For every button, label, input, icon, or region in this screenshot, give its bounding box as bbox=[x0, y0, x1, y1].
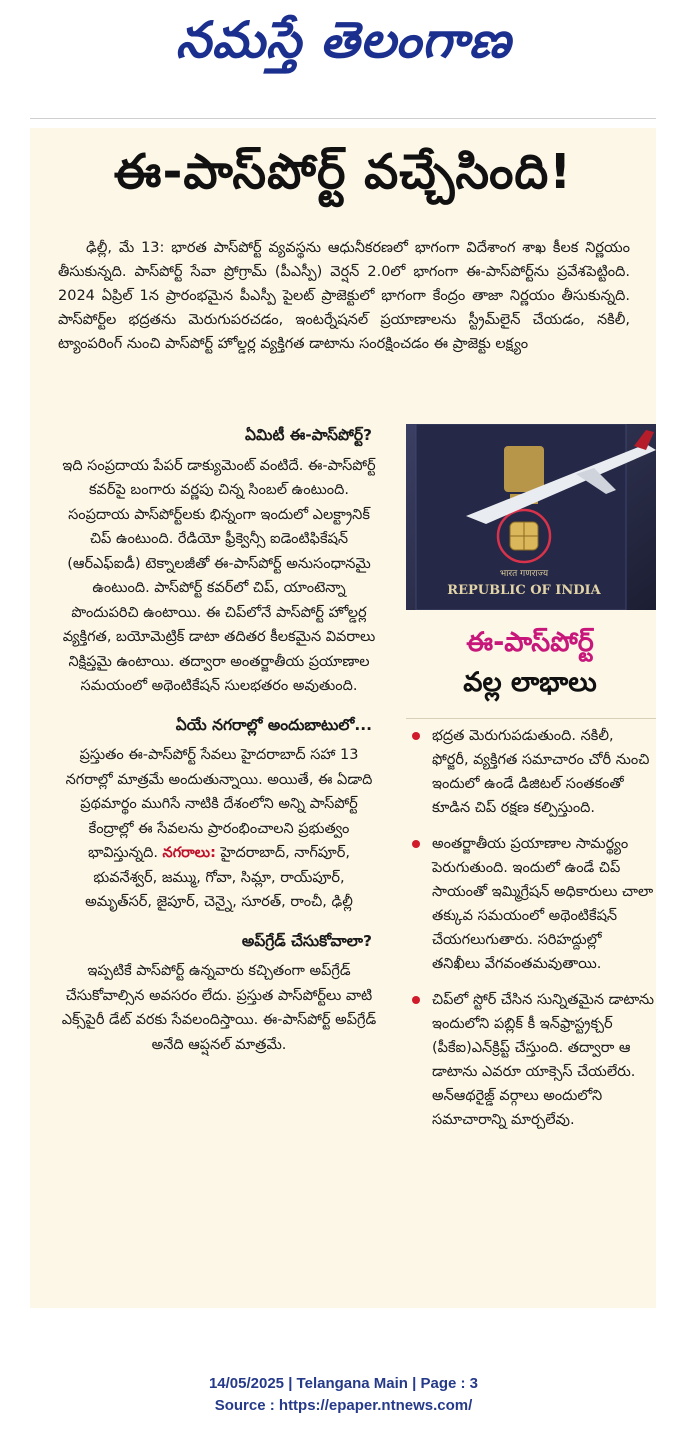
passport-photo bbox=[406, 424, 656, 610]
divider bbox=[406, 718, 656, 719]
bullet-icon bbox=[412, 996, 420, 1004]
bullet-icon bbox=[412, 840, 420, 848]
benefits-list bbox=[406, 724, 654, 1144]
benefits-heading bbox=[414, 623, 646, 703]
passport-image-icon bbox=[406, 424, 656, 610]
benefit-text: అంతర్జాతీయ ప్రయాణాల సామర్థ్యం పెరుగుతుంది. ఇందులో ఉండే చిప్ సాయంతో ఇమ్మిగ్రేషన్ అధికారులు చాలా తక్కువ సమయంలో అథెంటికేషన్ చేయగలుగుతారు. సరిహద్దుల్లో తనిఖీలు వేగవంతమవుతాయి. bbox=[432, 836, 654, 972]
emblem-text: भारत गणराज्य bbox=[499, 569, 549, 579]
list-item bbox=[406, 988, 654, 1132]
newspaper-title: నమస్తే తెలంగాణ bbox=[175, 10, 512, 69]
article-lead bbox=[58, 236, 630, 356]
left-column bbox=[60, 423, 378, 1071]
section-heading-upgrade: అప్‌గ్రేడ్ చేసుకోవాలా? bbox=[241, 931, 372, 950]
lead-paragraph: ఢిల్లీ, మే 13: భారత పాస్‌పోర్ట్ వ్యవస్థను ఆధునీకరణలో భాగంగా విదేశాంగ శాఖ కీలక నిర్ణయం తీసుకున్నది. పాస్‌పోర్ట్ సేవా ప్రోగ్రామ్ (పీఎస్పీ) వెర్షన్ 2.0లో భాగంగా ఈ-పాస్‌పోర్ట్‌ను ప్రవేశపెట్టింది. 2024 ఏప్రిల్ 1న ప్రారంభమైన పీఎస్పీ పైలట్ ప్రాజెక్టులో భాగంగా కేంద్రం తాజా నిర్ణయం తీసుకున్నది. పాస్‌పోర్ట్‌ల భద్రతను మెరుగుపరచడం, ఇంటర్నేషనల్ ప్రయాణాలను స్ట్రీమ్‌లైన్ చేయడం, నకిలీ, ట్యాంపరింగ్ నుంచి పాస్‌పోర్ట్ హోల్డర్ల వ్యక్తిగత డాటాను సంరక్షించడం ఈ ప్రాజెక్టు లక్ష్యం bbox=[58, 240, 630, 352]
benefit-text: చిప్‌లో స్టోర్ చేసిన సున్నితమైన డాటాను ఇందులోని పబ్లిక్ కీ ఇన్‌ఫ్రాస్ట్రక్చర్ (పీకేఐ)ఎన్‌క్రిప్ట్ చేస్తుంది. తద్వారా ఆ డాటాను ఎవరూ యాక్సెస్ చేయలేరు. అన్‌ఆథరైజ్డ్ వర్గాలు అందులోని సమాచారాన్ని మార్చలేవు. bbox=[432, 992, 655, 1128]
page-footer bbox=[0, 1373, 687, 1417]
list-item bbox=[406, 724, 654, 820]
benefits-heading-line1: ఈ-పాస్‌పోర్ట్ bbox=[466, 627, 594, 658]
section-heading-what: ఏమిటీ ఈ-పాస్‌పోర్ట్? bbox=[245, 426, 372, 444]
divider bbox=[30, 118, 656, 119]
article-clipping bbox=[30, 128, 656, 1308]
cover-text: REPUBLIC OF INDIA bbox=[447, 583, 601, 598]
list-item bbox=[406, 832, 654, 976]
section-heading-cities: ఏయే నగరాల్లో అందుబాటులో... bbox=[175, 715, 372, 734]
cities-label: నగరాలు: bbox=[162, 845, 216, 861]
benefit-text: భద్రత మెరుగుపడుతుంది. నకిలీ, ఫోర్జరీ, వ్యక్తిగత సమాచారం చోరీ నుంచి ఇందులో ఉండే డిజిటల్ సంతకంతో కూడిన చిప్ రక్షణ కల్పిస్తుంది. bbox=[432, 728, 650, 816]
cities-intro: ప్రస్తుతం ఈ-పాస్‌పోర్ట్ సేవలు హైదరాబాద్ సహా 13 నగరాల్లో మాత్రమే అందుతున్నాయి. అయితే, ఈ ఏడాది ప్రథమార్థం ముగిసే నాటికి దేశంలోని అన్ని పాస్‌పోర్ట్ కేంద్రాల్లో ఈ సేవలను ప్రారంభించాలని ప్రభుత్వం భావిస్తున్నది. bbox=[65, 747, 373, 861]
section-body-what: ఇది సంప్రదాయ పేపర్ డాక్యుమెంట్ వంటిదే. ఈ-పాస్‌పోర్ట్ కవర్‌పై బంగారు వర్ణపు చిన్న సింబల్ ఉంటుంది. సంప్రదాయ పాస్‌పోర్ట్‌లకు భిన్నంగా ఇందులో ఎలక్ట్రానిక్ చిప్ ఉంటుంది. రేడియో ఫ్రీక్వెన్సీ ఐడెంటిఫికేషన్ (ఆర్‌ఎఫ్‌ఐడీ) టెక్నాలజీతో ఈ-పాస్‌పోర్ట్ అనుసంధానమై ఉంటుంది. పాస్‌పోర్ట్ కవర్‌లో చిప్, యాంటెన్నా పొందుపరిచి ఉంటాయి. ఈ చిప్‌లోనే పాస్‌పోర్ట్ హోల్డర్ల వ్యక్తిగత, బయోమెట్రిక్ డాటా తదితర కీలకమైన వివరాలు నిక్షిప్తమై ఉంటాయి. తద్వారా అంతర్జాతీయ ప్రయాణాల సమయంలో అథెంటికేషన్ సులభతరం అవుతుంది. bbox=[62, 457, 376, 694]
bullet-icon bbox=[412, 732, 420, 740]
footer-source-line: Source : https://epaper.ntnews.com/ bbox=[214, 1397, 473, 1414]
article-headline: ఈ-పాస్‌పోర్ట్ వచ్చేసింది! bbox=[113, 144, 573, 200]
benefits-heading-line2: వల్ల లాభాలు bbox=[463, 667, 597, 698]
section-body-cities bbox=[60, 743, 378, 915]
footer-date-line: 14/05/2025 | Telangana Main | Page : 3 bbox=[208, 1375, 479, 1392]
section-body-upgrade: ఇప్పటికే పాస్‌పోర్ట్ ఉన్నవారు కచ్చితంగా అప్‌గ్రేడ్ చేసుకోవాల్సిన అవసరం లేదు. ప్రస్తుత పాస్‌పోర్ట్‌లు వాటి ఎక్స్‌పైరీ డేట్ వరకు సేవలందిస్తాయి. ఈ-పాస్‌పోర్ట్ అప్‌గ్రేడ్ అనేది ఆప్షనల్ మాత్రమే. bbox=[61, 963, 377, 1053]
cities-list: హైదరాబాద్, నాగ్‌పూర్, భువనేశ్వర్, జమ్ము, గోవా, సిమ్లా, రాయ్‌పూర్, అమృత్‌సర్, జైపూర్, చెన్నై, సూరత్, రాంచీ, ఢిల్లీ bbox=[85, 845, 353, 910]
masthead bbox=[0, 0, 687, 92]
